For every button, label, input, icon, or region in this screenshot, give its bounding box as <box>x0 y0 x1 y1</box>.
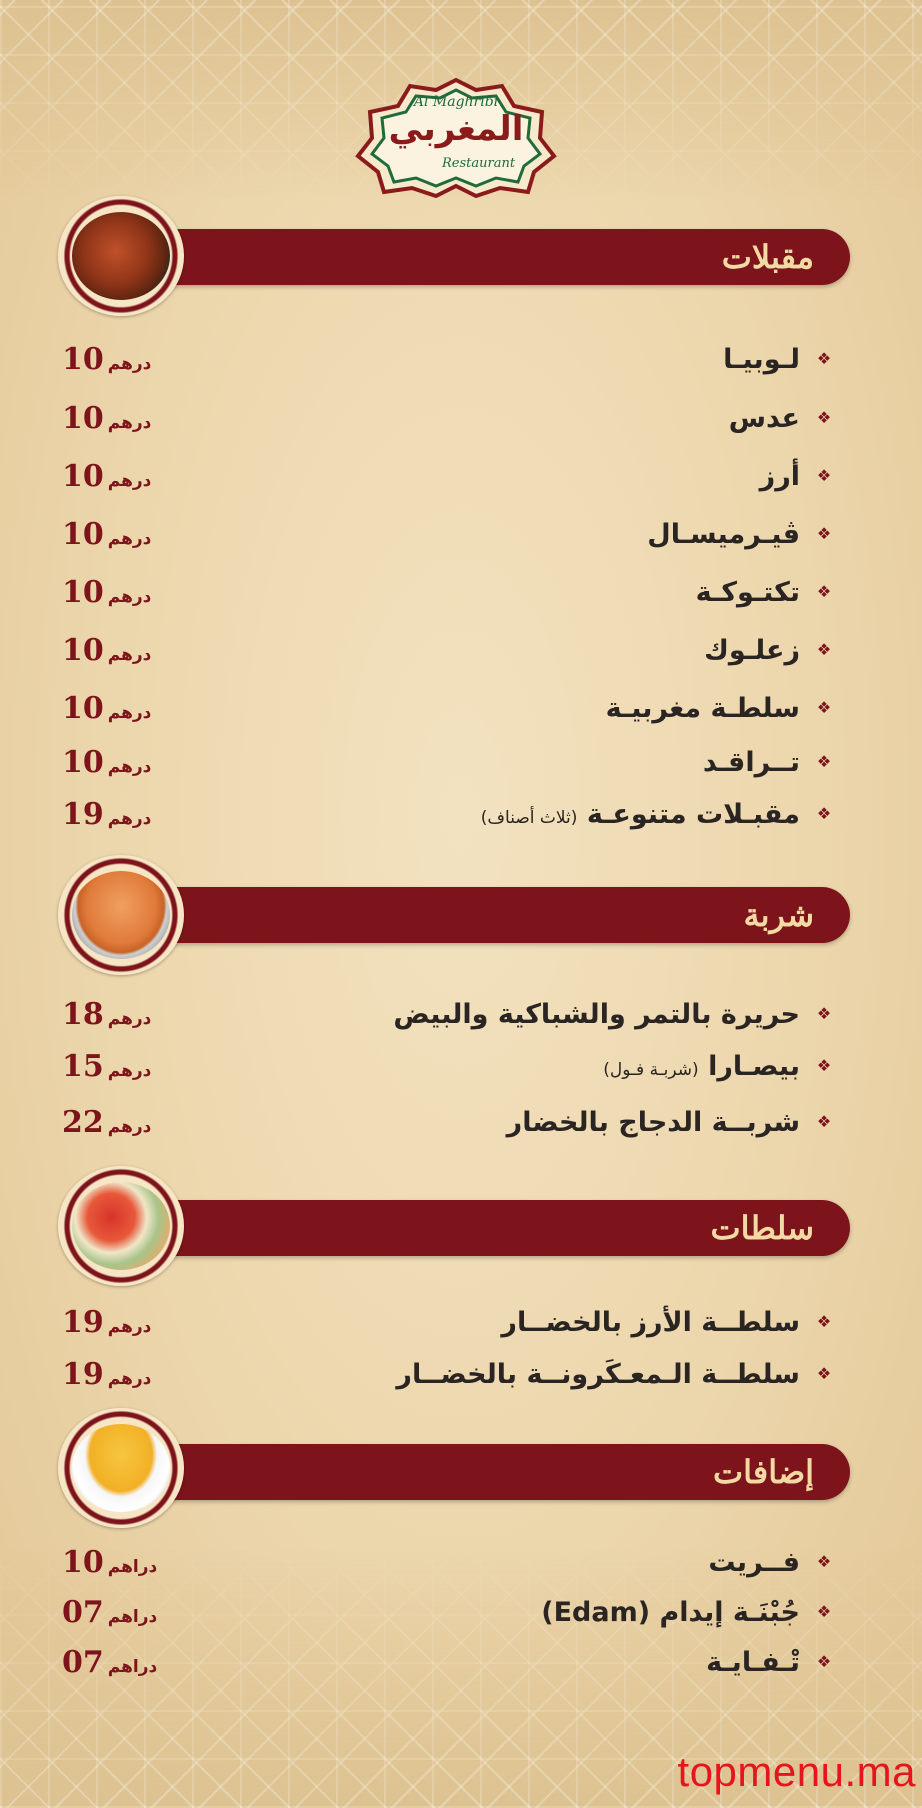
menu-item <box>0 1352 922 1398</box>
item-price: 10 درهم <box>62 691 152 726</box>
menu-item <box>0 1044 922 1090</box>
bullet-icon: ❖ <box>816 582 832 601</box>
item-price: 18 درهم <box>62 997 152 1032</box>
item-price: 10 درهم <box>62 745 152 780</box>
menu-item <box>0 1590 922 1636</box>
bullet-icon: ❖ <box>816 1056 832 1075</box>
brand-subtitle: Restaurant <box>442 156 516 171</box>
item-name: شربــة الدجاج بالخضار <box>506 1107 800 1138</box>
item-price: 22 درهم <box>62 1105 152 1140</box>
bullet-icon: ❖ <box>816 408 832 427</box>
section-title: سلطات <box>710 1209 814 1247</box>
brand-latin-name: Al Maghribi <box>413 94 499 110</box>
item-note: (شربـة فـول) <box>603 1060 699 1080</box>
item-name: سلطـة مغربيـة <box>605 693 800 724</box>
section-header-extras <box>150 1444 850 1500</box>
item-name: مقبـلات متنوعـة (ثلاث أصناف) <box>480 799 800 830</box>
watermark-link[interactable]: topmenu.ma <box>677 1748 916 1795</box>
item-name: تــراقـد <box>702 747 800 778</box>
menu-item <box>0 1540 922 1586</box>
bullet-icon: ❖ <box>816 698 832 717</box>
item-price: 10 درهم <box>62 342 152 377</box>
item-price: 10 درهم <box>62 459 152 494</box>
menu-item <box>0 686 922 732</box>
item-price: 07 دراهم <box>62 1645 158 1680</box>
section-header-appetizers <box>150 229 850 285</box>
bullet-icon: ❖ <box>816 1652 832 1671</box>
section-title: مقبلات <box>721 238 814 276</box>
item-name: تكتـوكـة <box>695 577 800 608</box>
menu-item <box>0 628 922 674</box>
section-title: إضافات <box>713 1453 814 1491</box>
menu-item <box>0 454 922 500</box>
item-name: جُبْنَـة إيدام (Edam) <box>541 1597 800 1628</box>
bullet-icon: ❖ <box>816 1312 832 1331</box>
item-name: زعلـوك <box>704 635 800 666</box>
bullet-icon: ❖ <box>816 1364 832 1383</box>
item-price: 19 درهم <box>62 1305 152 1340</box>
bullet-icon: ❖ <box>816 1112 832 1131</box>
item-price: 10 دراهم <box>62 1545 158 1580</box>
menu-item <box>0 992 922 1038</box>
item-name: بيصـارا (شربـة فـول) <box>603 1051 800 1082</box>
item-name: لـوبيـا <box>723 344 800 375</box>
brand-arabic-name: المغربي <box>388 109 524 149</box>
bullet-icon: ❖ <box>816 349 832 368</box>
tajine-dish-icon <box>58 196 184 316</box>
menu-item <box>0 396 922 442</box>
item-note: (ثلاث أصناف) <box>480 808 578 828</box>
item-price: 07 دراهم <box>62 1595 158 1630</box>
bullet-icon: ❖ <box>816 1552 832 1571</box>
section-title: شربة <box>743 896 814 934</box>
fries-bowl-icon <box>58 1408 184 1528</box>
menu-item <box>0 1640 922 1686</box>
item-name: أرز <box>759 461 800 492</box>
menu-item <box>0 740 922 786</box>
bullet-icon: ❖ <box>816 524 832 543</box>
item-name: سلطــة الأرز بالخضــار <box>501 1307 800 1338</box>
bullet-icon: ❖ <box>816 466 832 485</box>
salad-plate-icon <box>58 1166 184 1286</box>
item-name: فــريت <box>708 1547 800 1578</box>
soup-bowl-icon <box>58 855 184 975</box>
item-price: 19 درهم <box>62 1357 152 1392</box>
item-price: 19 درهم <box>62 797 152 832</box>
section-header-soups <box>150 887 850 943</box>
bullet-icon: ❖ <box>816 640 832 659</box>
bullet-icon: ❖ <box>816 1602 832 1621</box>
restaurant-logo <box>352 76 560 198</box>
menu-item <box>0 792 922 838</box>
item-name: سلطــة الـمعـكَرونــة بالخضــار <box>396 1359 800 1390</box>
item-price: 15 درهم <box>62 1049 152 1084</box>
menu-item <box>0 570 922 616</box>
menu-item <box>0 1100 922 1146</box>
menu-item <box>0 512 922 558</box>
bullet-icon: ❖ <box>816 752 832 771</box>
item-name: عدس <box>728 403 800 434</box>
item-price: 10 درهم <box>62 517 152 552</box>
item-price: 10 درهم <box>62 575 152 610</box>
item-price: 10 درهم <box>62 401 152 436</box>
item-price: 10 درهم <box>62 633 152 668</box>
item-name: حريرة بالتمر والشباكية والبيض <box>393 999 800 1030</box>
menu-item <box>0 1300 922 1346</box>
bullet-icon: ❖ <box>816 804 832 823</box>
bullet-icon: ❖ <box>816 1004 832 1023</box>
item-name: تْـفـايـة <box>706 1647 800 1678</box>
section-header-salads <box>150 1200 850 1256</box>
item-name: ڤيـرميسـال <box>647 519 800 550</box>
menu-item <box>0 337 922 383</box>
